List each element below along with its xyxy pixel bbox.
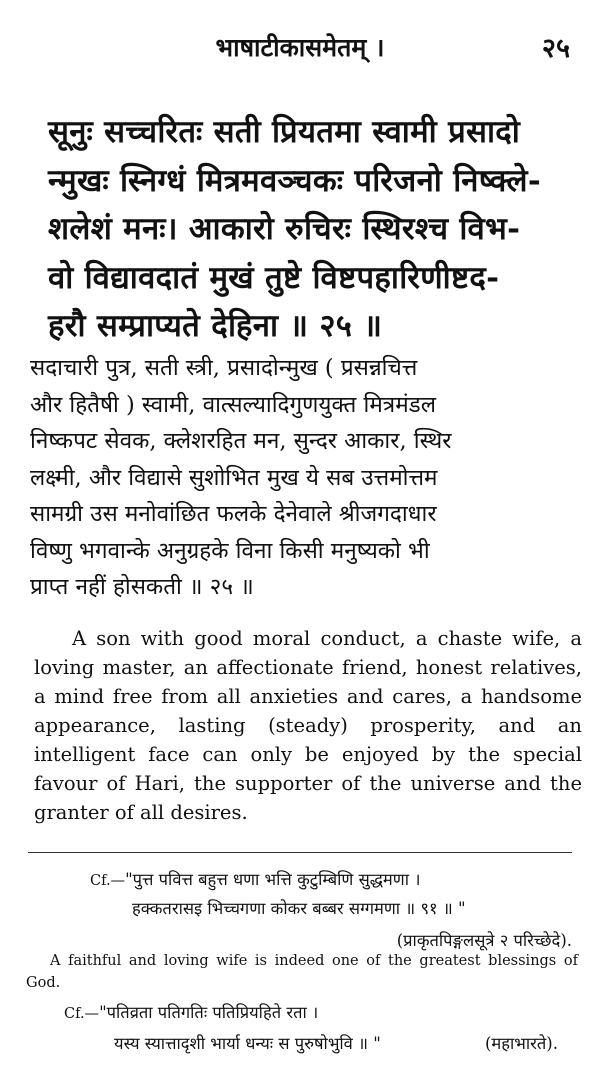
- footnote-english: [26, 950, 578, 994]
- hindi-line: प्राप्त नहीं होसकती ॥ २५ ॥: [30, 574, 254, 600]
- cf1-source: (प्राकृतपिङ्गलसूत्रे २ परिच्छेदे).: [396, 931, 572, 950]
- verse-line: न्मुखः स्निग्धं मित्रमवञ्चकः परिजनो निष्क्ले-: [48, 162, 542, 199]
- footnote-cf-prakrit: [90, 866, 580, 923]
- page-number: २५: [541, 33, 570, 64]
- cf2-source: (महाभारते).: [484, 1034, 558, 1053]
- hindi-line: लक्ष्मी, और विद्यासे सुशोभित मुख ये सब उत्तमोत्तम: [30, 464, 438, 491]
- hindi-line: सामग्री उस मनोवांछित फलके देनेवाले श्रीजगदाधार: [30, 501, 437, 527]
- cf-label: Cf.—: [64, 1006, 100, 1022]
- hindi-commentary: [30, 350, 582, 606]
- cf1-line-1: "पुत्त पवित्त बहुत्त धणा भत्ति कुटुम्बिणि सुद्धमणा ।: [125, 870, 421, 889]
- hindi-line: विष्णु भगवान्के अनुग्रहके विना किसी मनुष्यको भी: [30, 537, 430, 564]
- verse-line: वो विद्यावदातं मुखं तुष्टे विष्टपहारिणीष्टद-: [48, 259, 500, 296]
- hindi-line: निष्कपट सेवक, क्लेशरहित मन, सुन्दर आकार, स्थिर: [30, 428, 452, 454]
- page-header: [0, 28, 600, 68]
- running-title: भाषाटीकासमेतम् ।: [215, 33, 385, 62]
- verse-line: हरौ सम्प्राप्यते देहिना ॥ २५ ॥: [48, 308, 383, 344]
- cf-label: Cf.—: [90, 873, 126, 889]
- cf1-line-2: हक्कतरासइ भिच्चगणा कोकर बब्बर सग्गमणा ॥ ९१ ॥ ": [132, 899, 466, 918]
- sanskrit-verse: [48, 108, 580, 351]
- verse-line: सूनुः सच्चरितः सती प्रियतमा स्वामी प्रसादो: [48, 114, 521, 150]
- english-paragraph: A son with good moral conduct, a chaste wife, a loving master, an affectionate friend, honest relatives, a mind free from all anxieties and cares, a handsome appearance, lasting (steady) prosperity, and an intelligent face can only be enjoyed by the special favour of Hari, the supporter of the universe and the granter of all desires.: [34, 627, 582, 824]
- cf2-line-1: "पतिव्रता पतिगतिः पतिप्रियहिते रता ।: [99, 1003, 319, 1022]
- english-translation: [34, 624, 582, 827]
- hindi-line: सदाचारी पुत्र, सती स्त्री, प्रसादोन्मुख ( प्रसन्नचित्त: [30, 355, 418, 381]
- hindi-line: और हितैषी ) स्वामी, वात्सल्यादिगुणयुक्त मित्रमंडल: [30, 391, 436, 418]
- footnote-divider: [28, 852, 572, 853]
- footnote-english-text: A faithful and loving wife is indeed one of the greatest blessings of God.: [26, 953, 578, 991]
- cf2-line-2: यस्य स्यात्तादृशी भार्या धन्यः स पुरुषोभुवि ॥ ": [114, 1034, 381, 1053]
- verse-line: शलेशं मनः। आकारो रुचिरः स्थिरश्च विभ-: [48, 211, 521, 247]
